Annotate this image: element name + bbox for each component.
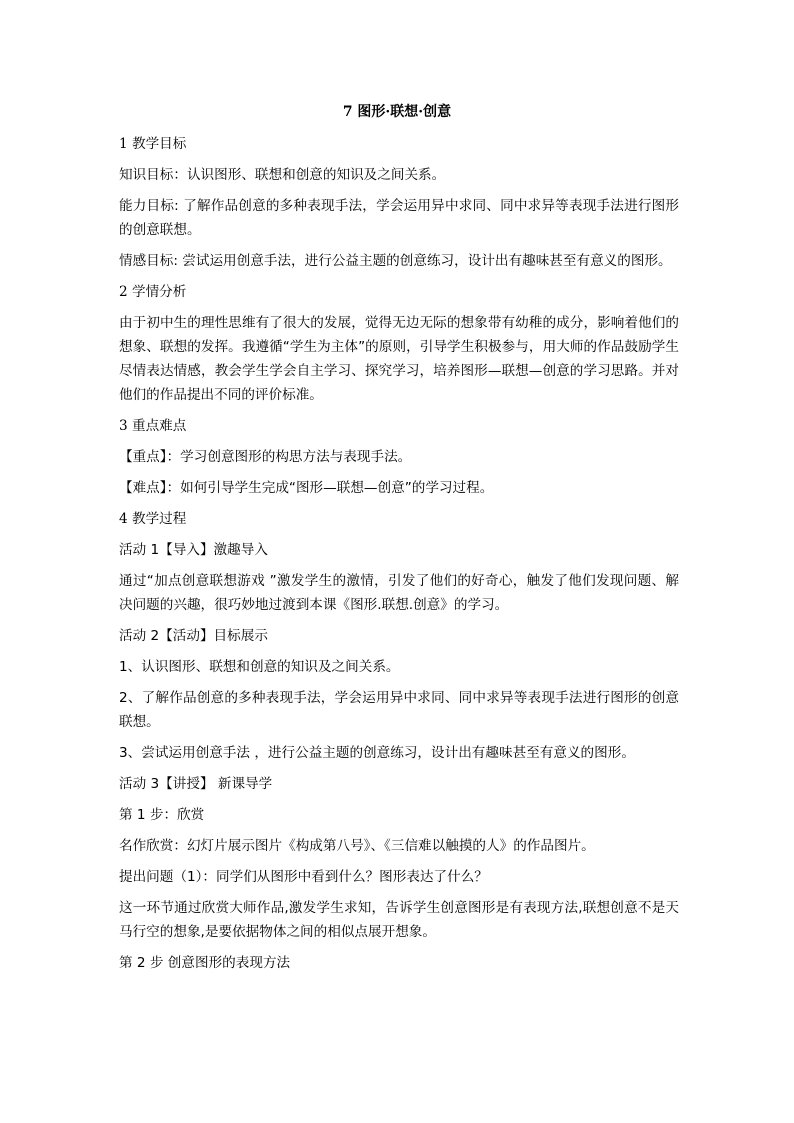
list-item-goal-1: 1、认识图形、联想和创意的知识及之间关系。 [119,659,400,675]
section-heading-analysis: 2 学情分析 [119,284,187,300]
paragraph-difficulty: 【难点】：如何引导学生完成“图形—联想—创意”的学习过程。 [119,480,494,496]
section-heading-key-points: 3 重点难点 [119,418,187,434]
paragraph-emotion-goal: 情感目标: 尝试运用创意手法，进行公益主题的创意练习，设计出有趣味甚至有意义的图形。 [119,253,672,269]
activity-3-heading: 活动 3【讲授】 新课导学 [119,776,273,792]
document-body [119,132,679,982]
paragraph-question-1: 提出问题（1）：同学们从图形中看到什么？图形表达了什么？ [119,869,488,885]
paragraph-analysis: 由于初中生的理性思维有了很大的发展，觉得无边无际的想象带有幼稚的成分，影响着他们的想象、联想的发挥。我遵循“学生为主体”的原则，引导学生积极参与，用大师的作品鼓励学生尽情表达情感，教会学生学会自主学习、探究学习，培养图形—联想—创意的学习思路。并对他们的作品提出不同的评价标准。 [119,315,679,403]
paragraph-knowledge-goal: 知识目标：认识图形、联想和创意的知识及之间关系。 [119,167,446,183]
paragraph-activity-1: 通过“加点创意联想游戏 ”激发学生的激情，引发了他们的好奇心，触发了他们发现问题、解决问题的兴趣，很巧妙地过渡到本课《图形.联想.创意》的学习。 [119,573,679,613]
paragraph-ability-goal: 能力目标: 了解作品创意的多种表现手法，学会运用异中求同、同中求异等表现手法进行图形的创意联想。 [119,198,679,238]
step-1-heading: 第 1 步：欣赏 [119,807,205,823]
activity-2-heading: 活动 2【活动】目标展示 [119,628,268,644]
paragraph-explanation: 这一环节通过欣赏大师作品,激发学生求知，告诉学生创意图形是有表现方法,联想创意不是天马行空的想象,是要依据物体之间的相似点展开想象。 [119,900,679,940]
activity-1-heading: 活动 1【导入】激趣导入 [119,542,268,558]
section-heading-process: 4 教学过程 [119,511,187,527]
list-item-goal-3: 3、尝试运用创意手法 ，进行公益主题的创意练习，设计出有趣味甚至有意义的图形。 [119,745,635,761]
paragraph-masterpiece: 名作欣赏：幻灯片展示图片《构成第八号》、《三信难以触摸的人》的作品图片。 [119,838,595,854]
step-2-heading: 第 2 步 创意图形的表现方法 [119,955,291,971]
list-item-goal-2: 2、了解作品创意的多种表现手法，学会运用异中求同、同中求异等表现手法进行图形的创意联想。 [119,690,679,730]
paragraph-key-point: 【重点】：学习创意图形的构思方法与表现手法。 [119,449,412,465]
document-title: 7 图形·联想·创意 [342,104,452,120]
section-heading-objectives: 1 教学目标 [119,136,187,152]
